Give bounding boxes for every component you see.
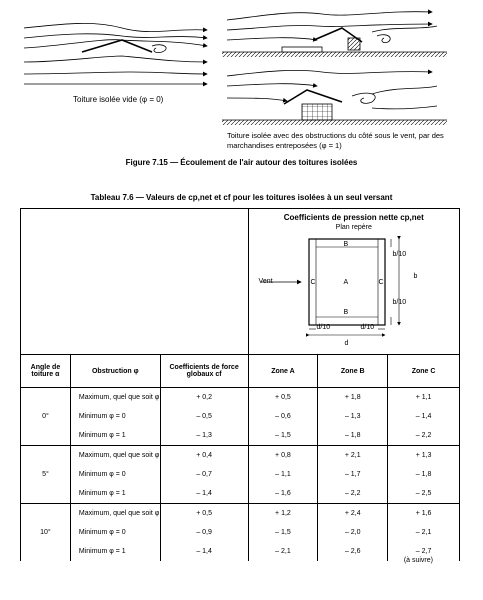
zone-a-cell: – 0,6 bbox=[275, 413, 291, 420]
obstruction-cell: Minimum φ = 0 bbox=[78, 471, 126, 478]
zone-a-cell: + 0,8 bbox=[275, 452, 291, 459]
obstruction-cell: Maximum, quel que soit φ bbox=[78, 452, 160, 459]
angle-cell: 10° bbox=[21, 504, 71, 562]
zone-a-cell: – 1,5 bbox=[275, 432, 291, 439]
table-row bbox=[21, 446, 460, 504]
cf-cell: + 0,2 bbox=[196, 394, 212, 401]
obstruction-cell: Minimum φ = 1 bbox=[78, 490, 126, 497]
zone-b-cell: – 2,2 bbox=[344, 490, 361, 497]
col-obstruction-header: Obstruction φ bbox=[70, 355, 160, 388]
zone-c-cell: – 1,4 bbox=[415, 413, 432, 420]
empty-roof-flow-figure bbox=[22, 18, 217, 93]
table-row bbox=[21, 504, 460, 562]
table-title: Tableau 7.6 — Valeurs de cp,net et cf pour les toitures isolées à un seul versant bbox=[90, 193, 393, 202]
zone-b-cell: + 2,4 bbox=[344, 510, 361, 517]
dim-d10-right: d/10 bbox=[360, 324, 375, 331]
zone-a-cell: + 0,5 bbox=[275, 394, 291, 401]
col-zone-a-header: Zone A bbox=[248, 355, 318, 388]
continued-note: (à suivre) bbox=[403, 557, 433, 564]
angle-cell: 0° bbox=[21, 388, 71, 446]
cf-cell: + 0,4 bbox=[196, 452, 212, 459]
zone-c-cell: – 2,5 bbox=[415, 490, 432, 497]
cf-cell: – 1,4 bbox=[196, 490, 212, 497]
header-row bbox=[21, 355, 460, 388]
zone-a-label: A bbox=[343, 279, 349, 286]
zone-b-cell: – 2,0 bbox=[344, 529, 361, 536]
col-zone-c-header: Zone C bbox=[388, 355, 460, 388]
zone-b-cell: – 1,7 bbox=[344, 471, 361, 478]
cf-cell: – 1,3 bbox=[196, 432, 212, 439]
figure-title: Figure 7.15 — Écoulement de l'air autour des toitures isolées bbox=[125, 158, 358, 167]
zone-b-cell: + 1,8 bbox=[344, 394, 361, 401]
wind-label: Vent bbox=[258, 278, 273, 285]
zone-a-cell: – 2,1 bbox=[275, 548, 291, 555]
obstruction-cell: Minimum φ = 1 bbox=[78, 548, 126, 555]
col-zone-b-header: Zone B bbox=[318, 355, 388, 388]
obstruction-cell: Minimum φ = 0 bbox=[78, 529, 126, 536]
col-angle-header: Angle de toiture α bbox=[21, 355, 71, 388]
cf-cell: – 0,5 bbox=[196, 413, 212, 420]
table-row bbox=[21, 388, 460, 446]
dim-b10-bottom: b/10 bbox=[392, 299, 407, 306]
dim-b10-top: b/10 bbox=[392, 251, 407, 258]
zone-b-cell: + 2,1 bbox=[344, 452, 361, 459]
cf-cell: – 0,9 bbox=[196, 529, 212, 536]
dim-b: b bbox=[413, 273, 418, 280]
zone-a-cell: – 1,6 bbox=[275, 490, 291, 497]
zone-a-cell: – 1,1 bbox=[275, 471, 291, 478]
zone-b-top-label: B bbox=[343, 241, 349, 248]
key-plan-title: Coefficients de pression nette cp,net bbox=[283, 213, 424, 222]
obstruction-cell: Maximum, quel que soit φ bbox=[78, 394, 160, 401]
obstruction-cell: Minimum φ = 1 bbox=[78, 432, 126, 439]
zone-c-right-label: C bbox=[378, 279, 384, 286]
key-plan-diagram bbox=[249, 231, 461, 356]
angle-cell: 5° bbox=[21, 446, 71, 504]
zone-c-cell: + 1,6 bbox=[415, 510, 432, 517]
left-figure-caption: Toiture isolée vide (φ = 0) bbox=[73, 95, 164, 104]
zone-b-cell: – 2,6 bbox=[344, 548, 361, 555]
dim-d10-left: d/10 bbox=[316, 324, 331, 331]
zone-c-left-label: C bbox=[310, 279, 316, 286]
obstruction-cell: Maximum, quel que soit φ bbox=[78, 510, 160, 517]
zone-a-cell: – 1,5 bbox=[275, 529, 291, 536]
zone-c-cell: – 2,7 bbox=[415, 548, 432, 555]
obstruction-cell: Minimum φ = 0 bbox=[78, 413, 126, 420]
key-plan-row bbox=[21, 209, 460, 355]
cf-cell: – 0,7 bbox=[196, 471, 212, 478]
zone-c-cell: + 1,3 bbox=[415, 452, 432, 459]
zone-c-cell: – 2,1 bbox=[415, 529, 432, 536]
zone-c-cell: – 2,2 bbox=[415, 432, 432, 439]
zone-a-cell: + 1,2 bbox=[275, 510, 291, 517]
zone-b-cell: – 1,8 bbox=[344, 432, 361, 439]
zone-b-bottom-label: B bbox=[343, 309, 349, 316]
cf-cell: + 0,5 bbox=[196, 510, 212, 517]
dim-d: d bbox=[344, 340, 349, 347]
col-cf-header: Coefficients de force globaux cf bbox=[160, 355, 248, 388]
zone-b-cell: – 1,3 bbox=[344, 413, 361, 420]
key-plan-subtitle: Plan repère bbox=[335, 224, 372, 231]
obstructed-roof-flow-figure bbox=[222, 6, 452, 128]
zone-c-cell: + 1,1 bbox=[415, 394, 432, 401]
coefficients-table bbox=[20, 208, 460, 561]
zone-c-cell: – 1,8 bbox=[415, 471, 432, 478]
key-plan-cell bbox=[248, 209, 459, 355]
right-figure-caption: Toiture isolée avec des obstructions du côté sous le vent, par des marchandises entreposées (φ = 1) bbox=[227, 131, 444, 150]
cf-cell: – 1,4 bbox=[196, 548, 212, 555]
